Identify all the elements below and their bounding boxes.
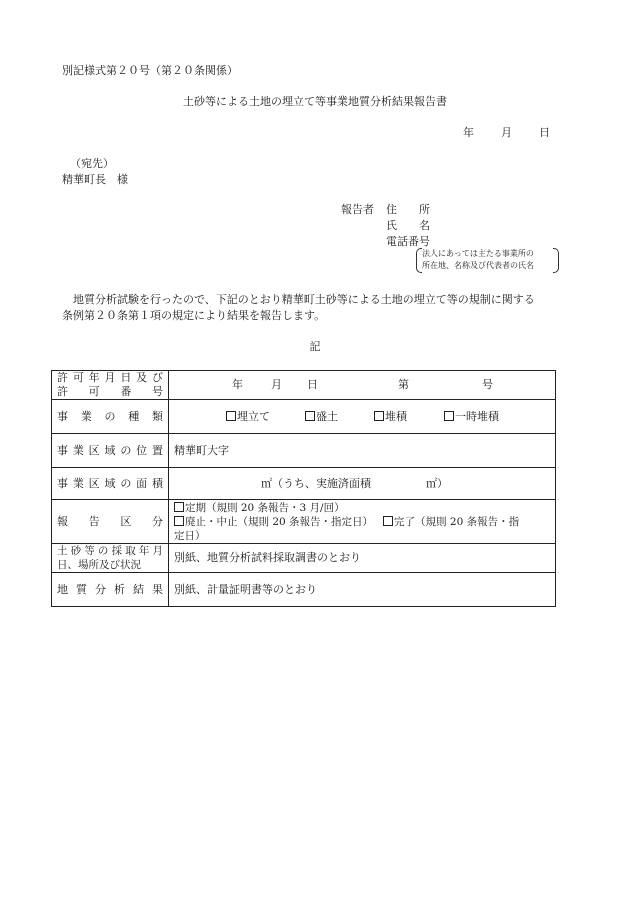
- row-business-type: [52, 400, 556, 434]
- checkbox-icon[interactable]: [174, 516, 184, 526]
- sampling-label-line1: 土砂等の採取年月: [57, 545, 163, 557]
- analysis-result-label: 地質分析結果: [52, 573, 169, 607]
- checkbox-icon[interactable]: [374, 411, 384, 421]
- row-location: [52, 434, 556, 468]
- date-year: 年: [463, 126, 474, 139]
- body-line-2: 条例第２０条第１項の規定により結果を報告します。: [62, 309, 326, 322]
- body-text: [62, 292, 572, 324]
- row-area: [52, 468, 556, 500]
- area-value[interactable]: ㎡（うち、実施済面積 ㎡）: [169, 468, 556, 500]
- option-taiseki[interactable]: [374, 410, 407, 424]
- reporter-address-label: 住 所: [386, 203, 430, 216]
- bracket-right: [553, 248, 559, 273]
- corporation-note-line2: 所在地、名称及び代表者の氏名: [422, 261, 534, 270]
- sampling-label: [52, 544, 169, 573]
- business-type-options: [169, 400, 556, 434]
- permit-value[interactable]: [169, 371, 556, 400]
- addressee-note: （宛先）: [70, 157, 114, 170]
- report-category-label: 報告区分: [52, 500, 169, 544]
- option-ichiji-taiseki-label: 一時堆積: [455, 409, 499, 423]
- option-morido-label: 盛土: [316, 409, 338, 423]
- permit-label-line2: 許可番号: [57, 385, 163, 398]
- permit-day: 日: [307, 378, 318, 391]
- option-kanryo[interactable]: [383, 516, 519, 528]
- location-label: 事業区域の位置: [52, 434, 169, 468]
- permit-gou: 号: [482, 378, 493, 391]
- option-umetate-label: 埋立て: [237, 409, 270, 423]
- report-category-options: [169, 500, 556, 544]
- permit-year: 年: [232, 378, 243, 391]
- bracket-left: [416, 248, 422, 273]
- option-haishi[interactable]: [174, 516, 373, 528]
- option-kanryo-label: 完了（規則 20 条報告・指: [394, 515, 520, 528]
- option-morido[interactable]: [305, 410, 338, 424]
- corporation-note: [416, 248, 559, 273]
- date-month: 月: [501, 126, 512, 139]
- option-teiki[interactable]: [174, 501, 550, 515]
- checkbox-icon[interactable]: [444, 411, 454, 421]
- area-label: 事業区域の面積: [52, 468, 169, 500]
- row-permit: [52, 371, 556, 400]
- permit-month: 月: [271, 378, 282, 391]
- form-number: 別記様式第２０号（第２０条関係）: [62, 64, 238, 77]
- permit-label: [52, 371, 169, 400]
- reporter-phone-label: 電話番号: [386, 235, 430, 248]
- checkbox-icon[interactable]: [305, 411, 315, 421]
- corporation-note-line1: 法人にあっては主たる事業所の: [422, 249, 534, 258]
- option-haishi-label: 廃止・中止（規則 20 条報告・指定日）: [185, 515, 374, 528]
- document-title: 土砂等による土地の埋立て等事業地質分析結果報告書: [183, 95, 447, 108]
- permit-label-line1: 許可年月日及び: [57, 371, 163, 384]
- report-table: [51, 370, 556, 607]
- analysis-result-value[interactable]: 別紙、計量証明書等のとおり: [169, 573, 556, 607]
- checkbox-icon[interactable]: [226, 411, 236, 421]
- row-sampling: [52, 544, 556, 573]
- body-line-1: 地質分析試験を行ったので、下記のとおり精華町土砂等による土地の埋立て等の規制に関する: [62, 293, 535, 306]
- location-value[interactable]: 精華町大字: [169, 434, 556, 468]
- date-day: 日: [539, 126, 550, 139]
- option-teiki-label: 定期（規則 20 条報告・3 月/回）: [185, 501, 345, 514]
- option-umetate[interactable]: [226, 410, 270, 424]
- ki-heading: 記: [309, 340, 321, 353]
- checkbox-icon[interactable]: [383, 516, 393, 526]
- row-report-category: [52, 500, 556, 544]
- sampling-value[interactable]: 別紙、地質分析試料採取調書のとおり: [169, 544, 556, 573]
- checkbox-icon[interactable]: [174, 502, 184, 512]
- addressee: 精華町長 様: [62, 173, 128, 186]
- option-kanryo-label-cont: 定日）: [174, 529, 206, 542]
- reporter-name-label: 氏 名: [386, 219, 430, 232]
- option-taiseki-label: 堆積: [385, 409, 407, 423]
- sampling-label-line2: 日、場所及び状況: [57, 559, 141, 571]
- business-type-label: 事業の種類: [52, 400, 169, 434]
- row-analysis-result: [52, 573, 556, 607]
- permit-dai: 第: [398, 378, 409, 391]
- reporter-label: 報告者: [341, 203, 374, 216]
- date-line: [463, 126, 550, 140]
- option-ichiji-taiseki[interactable]: [444, 410, 499, 424]
